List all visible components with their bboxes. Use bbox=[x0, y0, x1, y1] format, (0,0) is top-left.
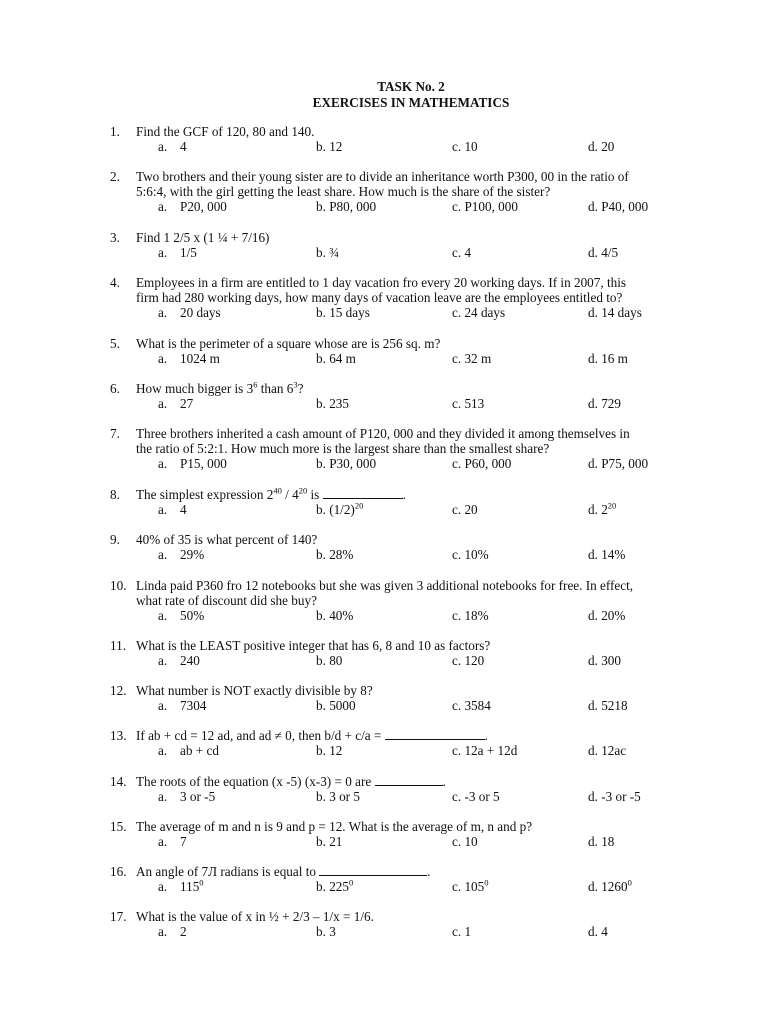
option-d: d. -3 or -5 bbox=[588, 789, 641, 805]
answer-options bbox=[110, 698, 710, 713]
option-c: c. 10 bbox=[452, 139, 478, 155]
answer-options bbox=[110, 789, 710, 804]
question-3 bbox=[110, 230, 710, 260]
option-a: a. P20, 000 bbox=[158, 199, 227, 215]
option-c: c. 120 bbox=[452, 653, 485, 669]
question-2 bbox=[110, 169, 710, 215]
question-4 bbox=[110, 275, 710, 321]
question-number: 13. bbox=[110, 728, 127, 743]
question-number: 16. bbox=[110, 864, 127, 879]
answer-blank bbox=[375, 774, 443, 786]
answer-blank bbox=[385, 728, 485, 740]
answer-options bbox=[110, 547, 710, 562]
answer-options bbox=[110, 879, 710, 894]
option-d: d. 5218 bbox=[588, 698, 628, 714]
option-b: b. 12 bbox=[316, 743, 343, 759]
answer-options bbox=[110, 199, 710, 214]
question-text: If ab + cd = 12 ad, and ad ≠ 0, then b/d + c/a = . bbox=[136, 728, 488, 743]
option-a: a. 240 bbox=[158, 653, 200, 669]
option-a: a. 4 bbox=[158, 139, 187, 155]
question-12 bbox=[110, 683, 710, 713]
question-text: the ratio of 5:2:1. How much more is the largest share than the smallest share? bbox=[136, 441, 550, 457]
option-d: d. $2^{20}$ bbox=[588, 500, 617, 518]
option-d: d. 4/5 bbox=[588, 245, 619, 261]
question-17 bbox=[110, 909, 710, 939]
option-b: b. 15 days bbox=[316, 305, 370, 321]
question-text: 40% of 35 is what percent of 140? bbox=[136, 532, 318, 547]
question-9 bbox=[110, 532, 710, 562]
question-number: 6. bbox=[110, 381, 120, 396]
answer-options bbox=[110, 834, 710, 849]
option-b: b. $225^0$ bbox=[316, 877, 354, 895]
question-number: 7. bbox=[110, 426, 120, 441]
option-c: c. 20 bbox=[452, 502, 478, 518]
answer-blank bbox=[323, 487, 403, 499]
question-text: 5:6:4, with the girl getting the least share. How much is the share of the sister? bbox=[136, 184, 551, 200]
option-b: b. P30, 000 bbox=[316, 456, 377, 472]
question-number: 3. bbox=[110, 230, 120, 245]
question-text: The average of m and n is 9 and p = 12. What is the average of m, n and p? bbox=[136, 819, 533, 834]
option-d: d. 729 bbox=[588, 396, 621, 412]
question-text: Linda paid P360 fro 12 notebooks but she was given 3 additional notebooks for free. In effect, bbox=[136, 578, 634, 593]
option-a: a. 1024 m bbox=[158, 351, 220, 367]
option-d: d. P40, 000 bbox=[588, 199, 649, 215]
option-b: b. 5000 bbox=[316, 698, 356, 714]
question-text: What is the value of x in ½ + 2/3 – 1/x = 1/6. bbox=[136, 909, 374, 924]
question-text: An angle of 7Л radians is equal to . bbox=[136, 864, 431, 879]
question-text: The simplest expression $2^{40} / 4^{20}$ is . bbox=[136, 485, 406, 502]
question-text: What number is NOT exactly divisible by 8? bbox=[136, 683, 373, 698]
option-b: b. 64 m bbox=[316, 351, 356, 367]
answer-blank bbox=[319, 864, 427, 876]
option-c: c. 18% bbox=[452, 608, 489, 624]
option-d: d. 300 bbox=[588, 653, 621, 669]
option-a: a. 7304 bbox=[158, 698, 207, 714]
option-b: b. 21 bbox=[316, 834, 343, 850]
answer-options bbox=[110, 245, 710, 260]
question-number: 12. bbox=[110, 683, 127, 698]
option-a: a. P15, 000 bbox=[158, 456, 227, 472]
option-d: d. 12ac bbox=[588, 743, 627, 759]
question-text: Employees in a firm are entitled to 1 day vacation fro every 20 working days. If in 2007, this bbox=[136, 275, 627, 290]
answer-options bbox=[110, 743, 710, 758]
option-a: a. 29% bbox=[158, 547, 205, 563]
question-number: 14. bbox=[110, 774, 127, 789]
option-a: a. 3 or -5 bbox=[158, 789, 216, 805]
question-number: 5. bbox=[110, 336, 120, 351]
question-13 bbox=[110, 728, 710, 758]
option-c: c. P60, 000 bbox=[452, 456, 512, 472]
option-d: d. 1260$^0$ bbox=[588, 877, 632, 895]
option-c: c. 32 m bbox=[452, 351, 492, 367]
question-number: 1. bbox=[110, 124, 120, 139]
answer-options bbox=[110, 653, 710, 668]
answer-options bbox=[110, 456, 710, 471]
option-b: b. 12 bbox=[316, 139, 343, 155]
option-d: d. 14 days bbox=[588, 305, 642, 321]
option-a: a. 7 bbox=[158, 834, 187, 850]
question-10 bbox=[110, 578, 710, 624]
question-text: What is the LEAST positive integer that has 6, 8 and 10 as factors? bbox=[136, 638, 491, 653]
question-number: 17. bbox=[110, 909, 127, 924]
option-c: c. 10% bbox=[452, 547, 489, 563]
question-text: The roots of the equation (x -5) (x-3) = 0 are . bbox=[136, 774, 446, 789]
option-b: b. 235 bbox=[316, 396, 349, 412]
question-number: 9. bbox=[110, 532, 120, 547]
option-c: c. 1 bbox=[452, 924, 472, 940]
question-5 bbox=[110, 336, 710, 366]
option-c: c. 24 days bbox=[452, 305, 506, 321]
answer-options bbox=[110, 608, 710, 623]
option-a: a. ab + cd bbox=[158, 743, 219, 759]
option-b: b. P80, 000 bbox=[316, 199, 377, 215]
option-a: a. 50% bbox=[158, 608, 205, 624]
option-b: b. 40% bbox=[316, 608, 354, 624]
question-text: Find the GCF of 120, 80 and 140. bbox=[136, 124, 315, 139]
option-c: c. 10 bbox=[452, 834, 478, 850]
answer-options bbox=[110, 351, 710, 366]
question-text: Find 1 2/5 x (1 ¼ + 7/16) bbox=[136, 230, 270, 245]
question-1 bbox=[110, 124, 710, 154]
option-c: c. P100, 000 bbox=[452, 199, 518, 215]
question-8 bbox=[110, 487, 710, 517]
option-d: d. 4 bbox=[588, 924, 608, 940]
question-15 bbox=[110, 819, 710, 849]
question-text: what rate of discount did she buy? bbox=[136, 593, 317, 609]
answer-options bbox=[110, 502, 710, 517]
question-text: Two brothers and their young sister are to divide an inheritance worth P300, 00 in the ratio of bbox=[136, 169, 629, 184]
exercise-subtitle: EXERCISES IN MATHEMATICS bbox=[312, 95, 510, 110]
option-a: a. 1/5 bbox=[158, 245, 197, 261]
question-text: How much bigger is $3^6$ than $6^3$? bbox=[136, 379, 304, 396]
question-11 bbox=[110, 638, 710, 668]
option-d: d. 20% bbox=[588, 608, 626, 624]
option-a: a. 27 bbox=[158, 396, 194, 412]
answer-options bbox=[110, 139, 710, 154]
option-a: a. 4 bbox=[158, 502, 187, 518]
option-b: b. 80 bbox=[316, 653, 343, 669]
question-number: 11. bbox=[110, 638, 126, 653]
option-c: c. $105^0$ bbox=[452, 877, 489, 895]
question-number: 2. bbox=[110, 169, 120, 184]
option-b: b. 28% bbox=[316, 547, 354, 563]
option-a: a. 2 bbox=[158, 924, 187, 940]
question-6 bbox=[110, 381, 710, 411]
option-a: a. $115^0$ bbox=[158, 877, 204, 895]
option-a: a. 20 days bbox=[158, 305, 221, 321]
option-d: d. 18 bbox=[588, 834, 615, 850]
option-d: d. P75, 000 bbox=[588, 456, 649, 472]
question-text: What is the perimeter of a square whose are is 256 sq. m? bbox=[136, 336, 441, 351]
answer-options bbox=[110, 305, 710, 320]
option-c: c. -3 or 5 bbox=[452, 789, 500, 805]
question-14 bbox=[110, 774, 710, 804]
option-c: c. 12a + 12d bbox=[452, 743, 518, 759]
option-d: d. 16 m bbox=[588, 351, 628, 367]
question-number: 15. bbox=[110, 819, 127, 834]
option-b: b. $(1/2)^{20}$ bbox=[316, 500, 364, 518]
question-7 bbox=[110, 426, 710, 472]
question-text: firm had 280 working days, how many days of vacation leave are the employees entitled to? bbox=[136, 290, 623, 306]
option-c: c. 4 bbox=[452, 245, 472, 261]
option-b: b. 3 or 5 bbox=[316, 789, 360, 805]
option-d: d. 14% bbox=[588, 547, 626, 563]
task-title: TASK No. 2 bbox=[377, 79, 445, 94]
question-number: 4. bbox=[110, 275, 120, 290]
option-b: b. ¾ bbox=[316, 245, 340, 261]
option-d: d. 20 bbox=[588, 139, 615, 155]
answer-options bbox=[110, 396, 710, 411]
option-b: b. 3 bbox=[316, 924, 336, 940]
question-text: Three brothers inherited a cash amount of P120, 000 and they divided it among themselves in bbox=[136, 426, 630, 441]
question-number: 10. bbox=[110, 578, 127, 593]
option-c: c. 513 bbox=[452, 396, 485, 412]
option-c: c. 3584 bbox=[452, 698, 491, 714]
question-number: 8. bbox=[110, 487, 120, 502]
question-16 bbox=[110, 864, 710, 894]
answer-options bbox=[110, 924, 710, 939]
